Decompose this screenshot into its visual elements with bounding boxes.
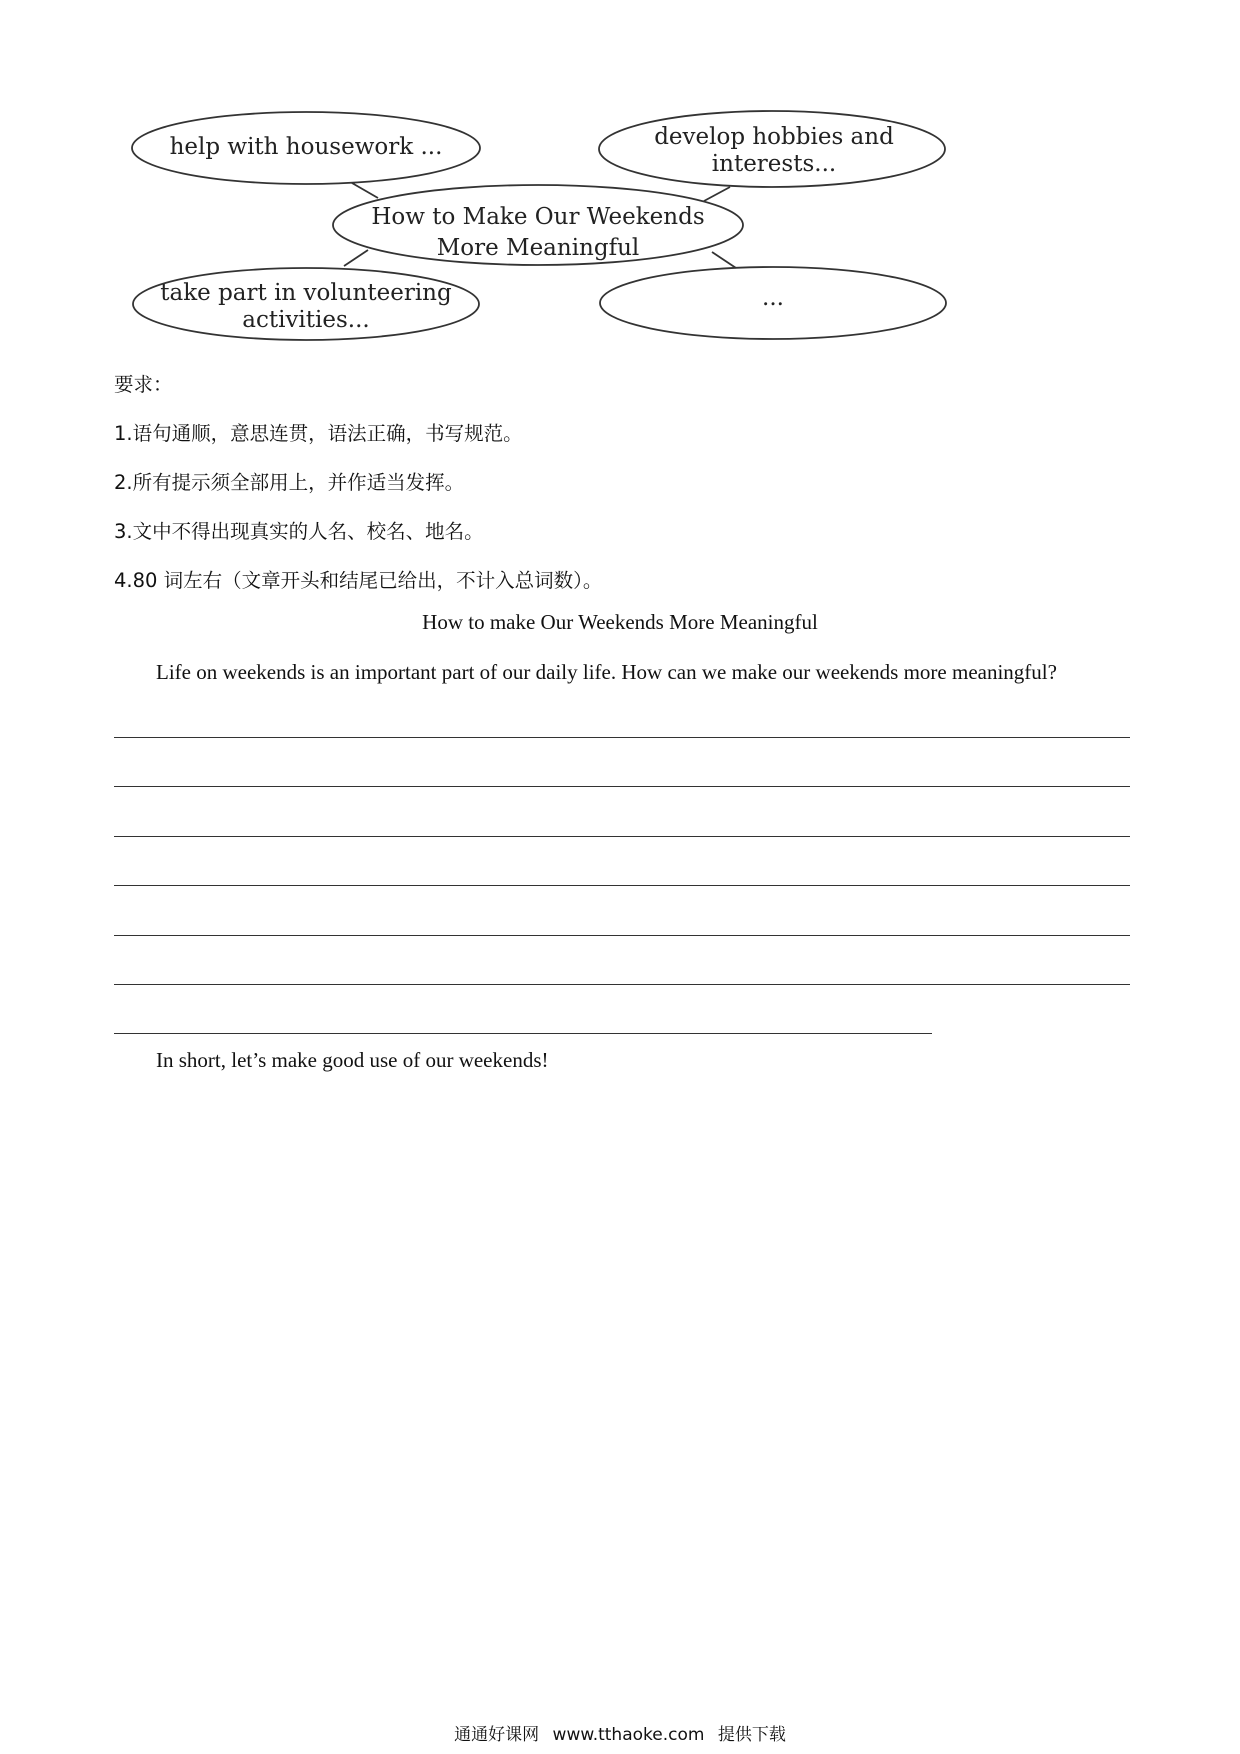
essay-title: How to make Our Weekends More Meaningful [422,610,818,634]
requirement-item-4: 4.80 词左右（文章开头和结尾已给出，不计入总词数）。 [114,569,603,592]
requirement-item-2: 2.所有提示须全部用上，并作适当发挥。 [114,471,465,494]
essay-opening: Life on weekends is an important part of our daily life. How can we make our weekends more meaningful? [156,660,1057,684]
footer-site-name: 通通好课网 [454,1725,540,1745]
connector-bottom-left [344,250,368,266]
requirement-item-1: 1.语句通顺，意思连贯，语法正确，书写规范。 [114,422,523,445]
writing-line[interactable] [114,786,1130,787]
requirements-heading: 要求： [114,373,173,396]
bubble-text-center-line2: More Meaningful [436,235,640,261]
mind-map-diagram [0,0,1240,360]
connector-bottom-right [712,252,736,268]
writing-line[interactable] [114,984,1130,985]
requirements [114,360,1134,605]
essay-ending: In short, let’s make good use of our weekends! [156,1048,549,1072]
writing-line[interactable] [114,935,1130,936]
bubble-text-bottom-right: ... [762,285,784,311]
bubble-text-top-right-line1: develop hobbies and [654,124,894,150]
bubble-text-center-line1: How to Make Our Weekends [371,204,705,230]
writing-line[interactable] [114,737,1130,738]
writing-line[interactable] [114,1033,932,1034]
mind-map [0,0,1240,360]
bubble-text-top-left: help with housework ... [169,134,443,160]
footer [0,1720,1240,1745]
requirement-item-3: 3.文中不得出现真实的人名、校名、地名。 [114,520,484,543]
connector-top-left [352,183,378,198]
bubble-text-bottom-left-line1: take part in volunteering [160,280,452,306]
writing-line[interactable] [114,885,1130,886]
footer-url[interactable]: www.tthaoke.com [552,1725,705,1745]
bubble-text-bottom-left-line2: activities... [242,307,370,333]
bubble-text-top-right-line2: interests... [711,151,837,177]
writing-line[interactable] [114,836,1130,837]
footer-note: 提供下载 [717,1725,786,1745]
connector-top-right [704,187,730,201]
